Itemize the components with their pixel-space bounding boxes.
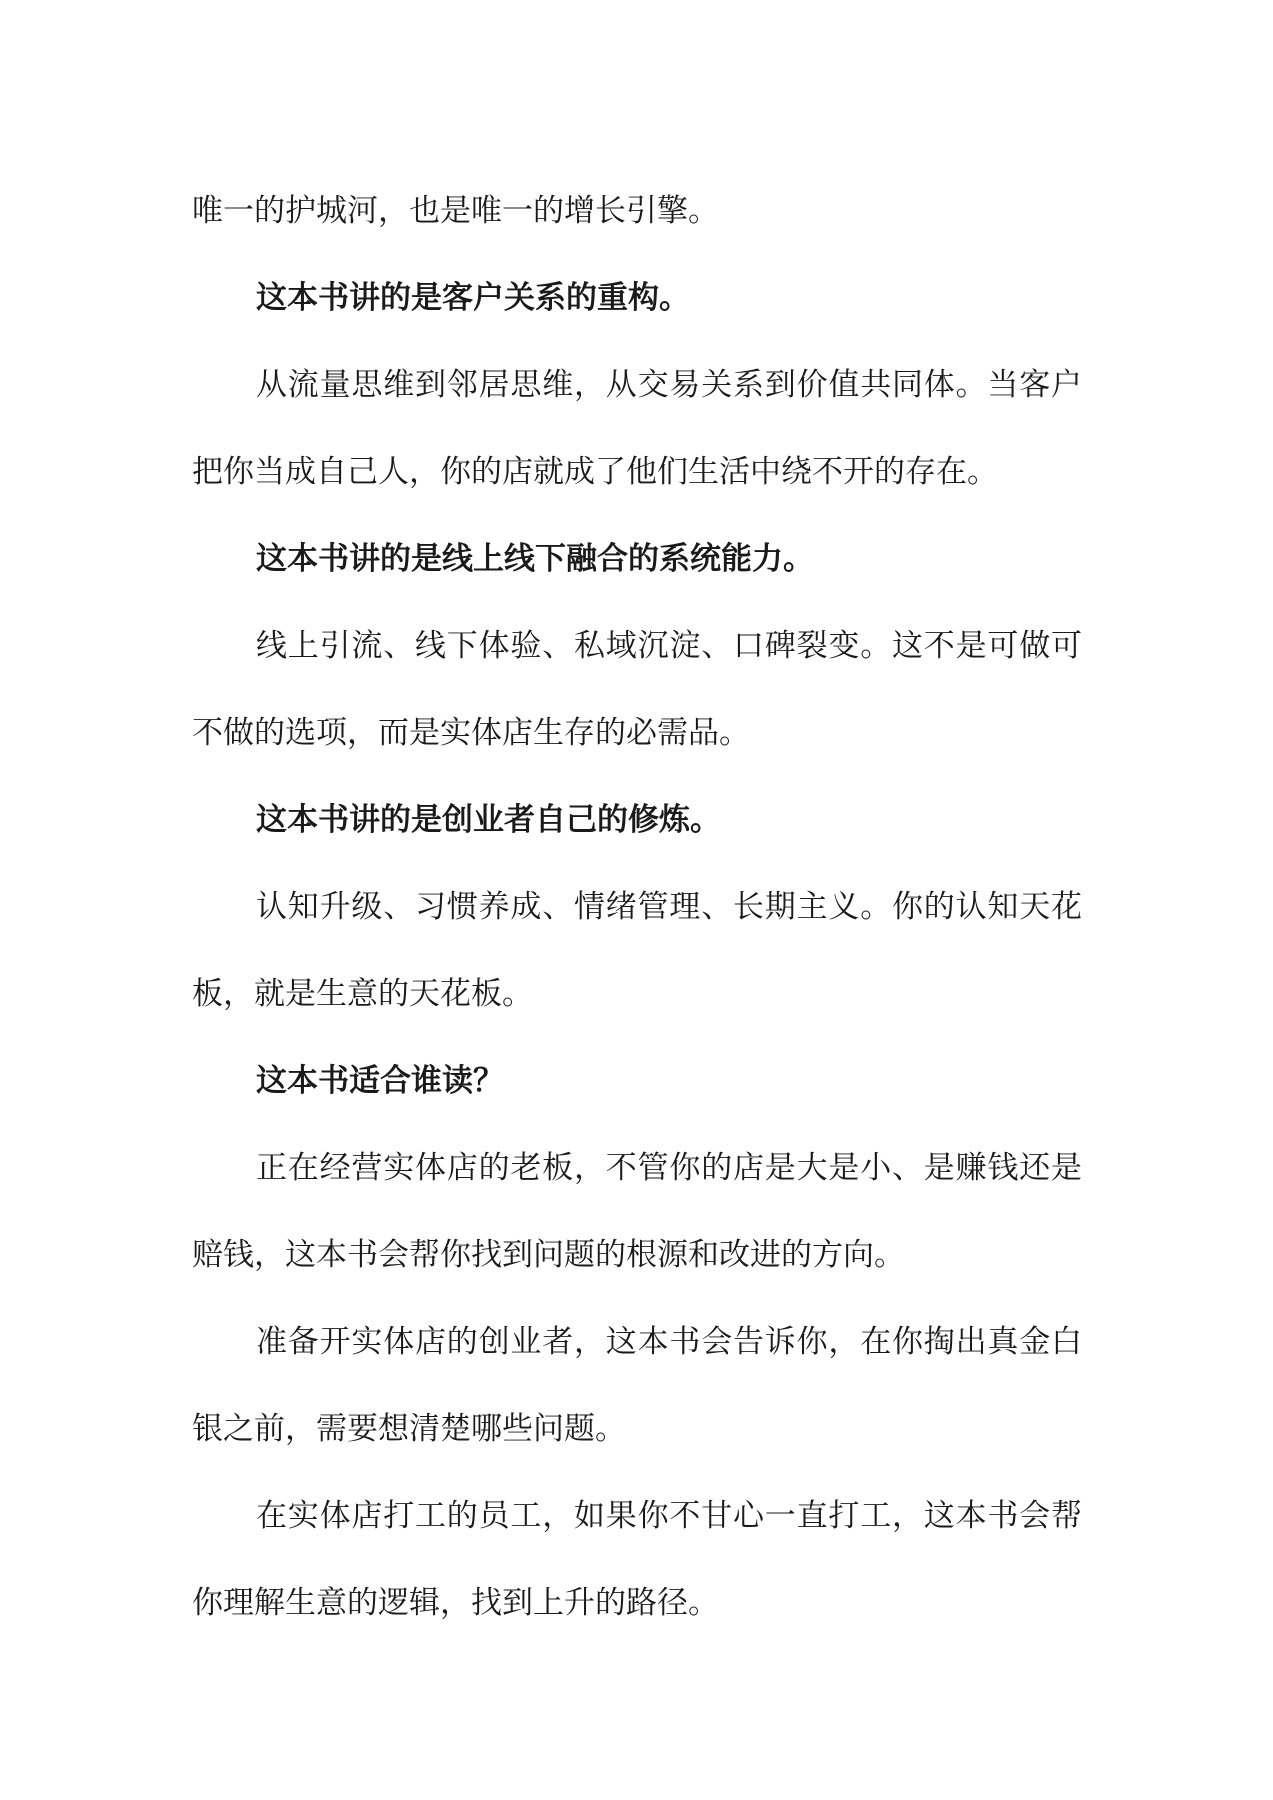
paragraph-online-offline: 线上引流、线下体验、私域沉淀、口碑裂变。这不是可做可不做的选项，而是实体店生存的必需品。	[192, 628, 1082, 751]
paragraph-customer-relations: 从流量思维到邻居思维，从交易关系到价值共同体。当客户把你当成自己人，你的店就成了他们生活中绕不开的存在。	[192, 367, 1082, 490]
section-heading-customer-relations: 这本书讲的是客户关系的重构。	[256, 280, 690, 316]
section-heading-online-offline: 这本书讲的是线上线下融合的系统能力。	[256, 541, 814, 577]
paragraph-self-cultivation: 认知升级、习惯养成、情绪管理、长期主义。你的认知天花板，就是生意的天花板。	[192, 889, 1082, 1012]
paragraph-audience-owners: 正在经营实体店的老板，不管你的店是大是小、是赚钱还是赔钱，这本书会帮你找到问题的根源和改进的方向。	[192, 1150, 1082, 1273]
section-heading-audience: 这本书适合谁读？	[256, 1063, 504, 1099]
paragraph-continuation: 唯一的护城河，也是唯一的增长引擎。	[192, 193, 719, 229]
paragraph-audience-employees: 在实体店打工的员工，如果你不甘心一直打工，这本书会帮你理解生意的逻辑，找到上升的路径。	[192, 1498, 1082, 1621]
text-column	[192, 168, 1082, 1647]
paragraph-audience-founders: 准备开实体店的创业者，这本书会告诉你，在你掏出真金白银之前，需要想清楚哪些问题。	[192, 1324, 1082, 1447]
section-heading-self-cultivation: 这本书讲的是创业者自己的修炼。	[256, 802, 721, 838]
